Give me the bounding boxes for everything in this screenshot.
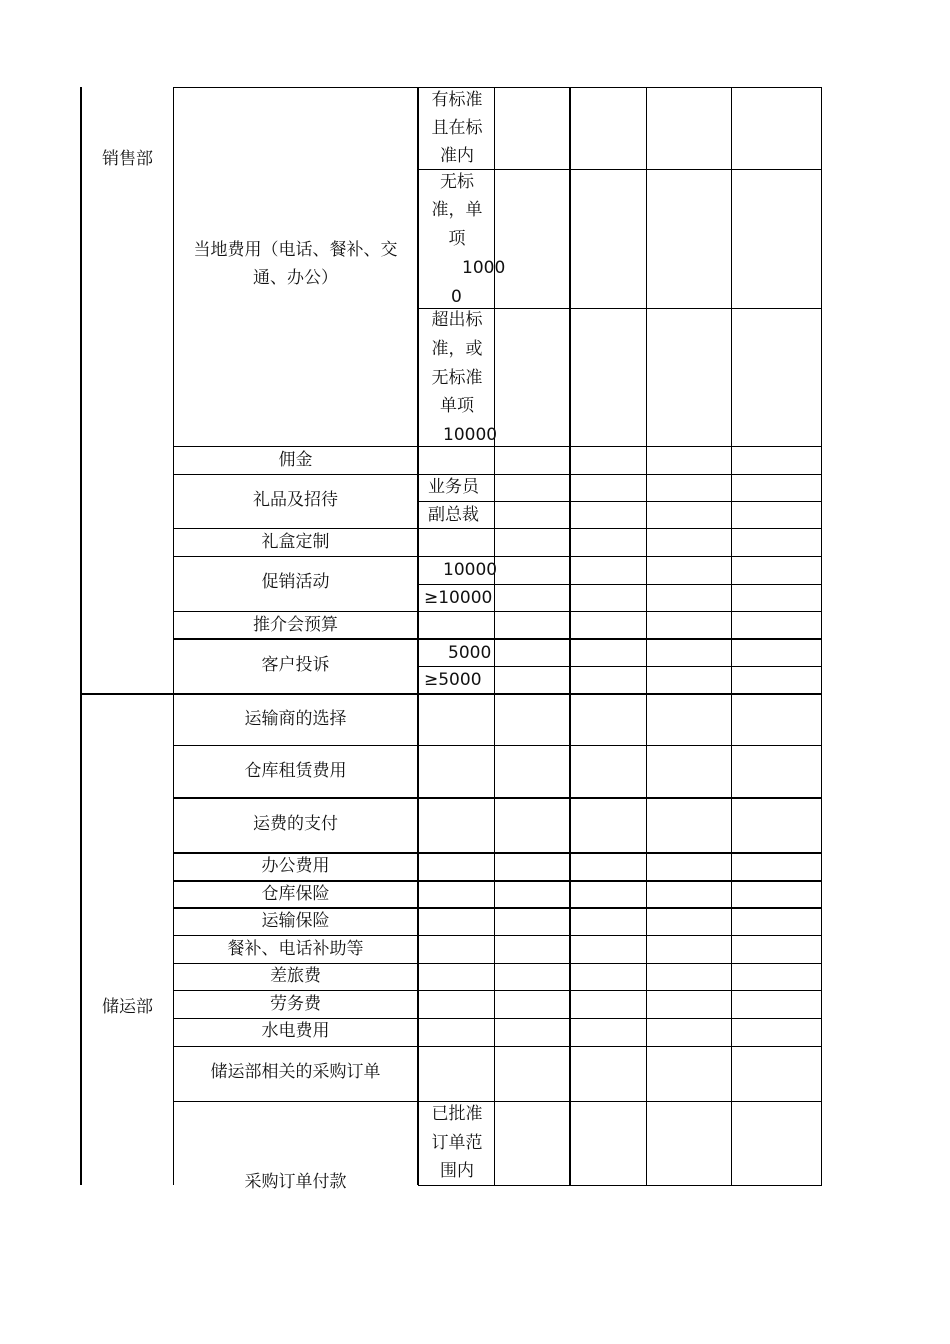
sub-complaint-under: 5000 [448,643,492,663]
sub-standard-within-2: 且在标 [431,118,483,138]
item-transport-insurance: 运输保险 [261,911,330,931]
item-freight-payment: 运费的支付 [253,814,338,834]
grid-line [173,1046,822,1047]
item-local-expenses-line2: 通、办公） [253,268,338,288]
grid-line [173,556,822,557]
sub-no-standard-1: 无标 [440,172,474,192]
item-local-expenses-line1: 当地费用（电话、餐补、交 [193,240,398,260]
sub-over-standard-3: 无标准 [431,368,483,388]
sub-over-standard-2: 准，或 [431,339,483,359]
sub-no-standard-5: 0 [451,287,462,307]
grid-line [417,87,419,1185]
item-promotion: 促销活动 [261,572,330,592]
sub-complaint-over: ≥5000 [424,670,482,690]
department-storage: 储运部 [102,997,153,1017]
grid-line [173,474,822,475]
sub-po-approved-2: 订单范 [431,1133,483,1153]
item-gift-box: 礼盒定制 [261,532,330,552]
sub-standard-within-3: 准内 [440,146,474,166]
item-gifts: 礼品及招待 [253,490,338,510]
grid-line [494,87,495,1185]
item-launch-budget: 推介会预算 [253,615,338,635]
item-utilities: 水电费用 [261,1021,330,1041]
item-travel: 差旅费 [270,966,321,986]
grid-line [173,87,822,88]
grid-line [731,87,732,1185]
sub-no-standard-2: 准，单 [431,200,483,220]
item-complaint: 客户投诉 [261,655,330,675]
item-office-expense: 办公费用 [261,856,330,876]
sub-po-approved-1: 已批准 [431,1104,483,1124]
sub-promotion-over: ≥10000 [424,588,493,608]
department-sales: 销售部 [102,149,153,169]
item-warehouse-rent: 仓库租赁费用 [244,761,347,781]
sub-over-standard-1: 超出标 [431,310,483,330]
sub-po-approved-3: 围内 [440,1161,474,1181]
item-warehouse-insurance: 仓库保险 [261,884,330,904]
item-purchase-orders: 储运部相关的采购订单 [210,1062,381,1082]
item-commission: 佣金 [278,450,313,470]
grid-line [646,87,647,1185]
sub-no-standard-3: 项 [448,229,466,249]
grid-line [173,1101,822,1102]
item-po-payment: 采购订单付款 [244,1172,347,1192]
sub-no-standard-4: 1000 [462,258,506,278]
item-meal-phone-allowance: 餐补、电话补助等 [227,939,364,959]
sub-standard-within-1: 有标准 [431,90,483,110]
grid-line [173,797,822,799]
sub-over-standard-5: 10000 [443,425,498,445]
sub-over-standard-4: 单项 [440,396,474,416]
grid-line [569,87,571,1185]
sub-promotion-under: 10000 [443,560,498,580]
item-carrier-selection: 运输商的选择 [244,709,347,729]
sub-gifts-salesperson: 业务员 [428,477,479,497]
item-labor: 劳务费 [270,994,321,1014]
grid-line [173,745,822,746]
sub-gifts-vp: 副总裁 [428,505,479,525]
grid-line [821,87,822,1186]
